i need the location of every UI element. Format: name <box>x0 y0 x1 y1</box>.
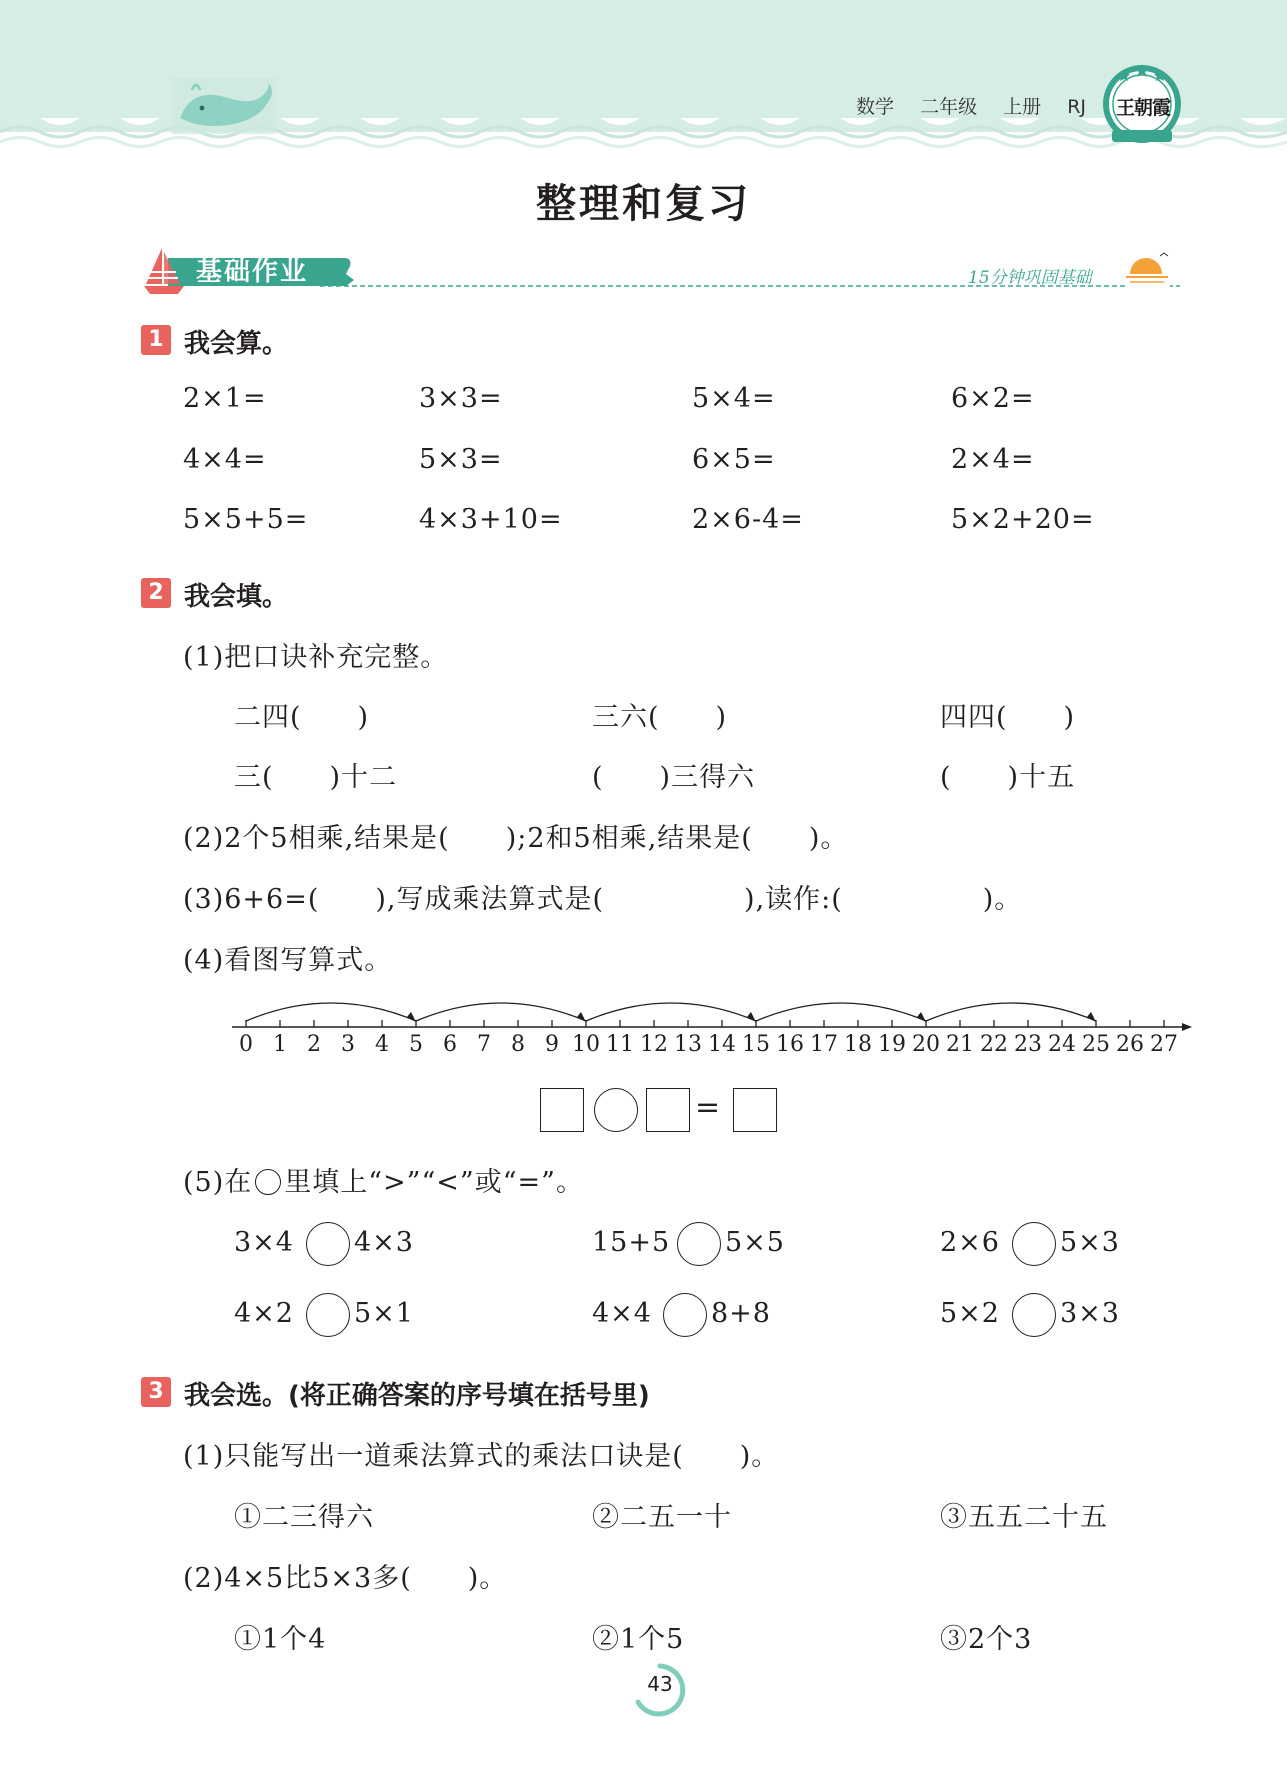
q2-p1-item: ( )十五 <box>940 762 1076 793</box>
number-line-tick-label: 16 <box>776 1032 804 1055</box>
compare-circle[interactable] <box>1012 1222 1056 1266</box>
q2-p5-label-a: (5)在 <box>183 1167 253 1198</box>
compare-right: 5×1 <box>354 1298 414 1329</box>
number-line-tick-label: 0 <box>239 1032 253 1055</box>
compare-left: 5×2 <box>940 1298 1000 1329</box>
compare-circle[interactable] <box>1012 1293 1056 1337</box>
number-line-tick-label: 26 <box>1116 1032 1144 1055</box>
number-line-tick-label: 25 <box>1082 1032 1110 1055</box>
number-line-jump-arrowhead <box>1087 1012 1096 1022</box>
number-line-tick-label: 2 <box>307 1032 321 1055</box>
number-line-tick-label: 8 <box>511 1032 525 1055</box>
number-line-arrow-icon <box>1182 1023 1192 1031</box>
number-line-jump-arc <box>926 1003 1096 1021</box>
q3-p2-option: ②1个5 <box>592 1624 685 1655</box>
q1-item: 5×3= <box>419 444 503 475</box>
number-line-tick-label: 1 <box>273 1032 287 1055</box>
number-line-tick-label: 15 <box>742 1032 770 1055</box>
number-line-tick-label: 24 <box>1048 1032 1076 1055</box>
number-line-jump-arc <box>416 1003 586 1021</box>
header-meta <box>856 92 1104 119</box>
number-line-jump-arc <box>756 1003 926 1021</box>
q3-p2-option: ①1个4 <box>234 1624 327 1655</box>
compare-right: 8+8 <box>711 1298 771 1329</box>
number-line-tick-label: 21 <box>946 1032 974 1055</box>
compare-left: 3×4 <box>234 1227 294 1258</box>
number-line-tick-label: 9 <box>545 1032 559 1055</box>
whale-icon <box>172 78 276 138</box>
compare-right: 5×5 <box>725 1227 785 1258</box>
q2-p5-label-b: 里填上“>”“<”或“=”。 <box>284 1167 584 1198</box>
q3-p1-option: ①二三得六 <box>234 1502 374 1533</box>
number-line-tick-label: 3 <box>341 1032 355 1055</box>
number-line-jump-arc <box>246 1003 416 1021</box>
circle-symbol-icon <box>255 1169 281 1195</box>
number-line-jump-arrowhead <box>407 1012 416 1022</box>
q3-number: 3 <box>141 1377 171 1407</box>
q3-p1-option: ②二五一十 <box>592 1502 732 1533</box>
q1-item: 5×4= <box>692 383 776 414</box>
q2-p1-item: ( )三得六 <box>592 762 756 793</box>
brand-logo-text: 王朝霞 <box>1115 97 1170 119</box>
number-line-tick-label: 20 <box>912 1032 940 1055</box>
number-line-tick-label: 6 <box>443 1032 457 1055</box>
number-line-tick-label: 22 <box>980 1032 1008 1055</box>
q2-p3-text: (3)6+6=( ),写成乘法算式是( ),读作:( )。 <box>183 884 1023 915</box>
answer-box[interactable] <box>733 1088 777 1132</box>
section-note: 15分钟巩固基础 <box>968 268 1092 288</box>
q1-title: 我会算。 <box>184 329 289 359</box>
number-line-jump-arrowhead <box>577 1012 586 1022</box>
q1-item: 4×4= <box>183 444 267 475</box>
compare-circle[interactable] <box>306 1222 350 1266</box>
page-number: 43 <box>647 1672 673 1696</box>
q2-title: 我会填。 <box>184 582 289 612</box>
number-line-tick-label: 27 <box>1150 1032 1178 1055</box>
number-line-tick-label: 19 <box>878 1032 906 1055</box>
number-line-tick-label: 13 <box>674 1032 702 1055</box>
q1-item: 6×5= <box>692 444 776 475</box>
q2-p1-item: 三( )十二 <box>234 762 398 793</box>
compare-left: 4×4 <box>592 1298 652 1329</box>
number-line-jump-arc <box>586 1003 756 1021</box>
number-line-tick-label: 4 <box>375 1032 389 1055</box>
section-label: 基础作业 <box>196 257 309 287</box>
q3-p1-option: ③五五二十五 <box>940 1502 1108 1533</box>
q1-item: 2×1= <box>183 383 267 414</box>
number-line-tick-label: 17 <box>810 1032 838 1055</box>
number-line-tick-label: 10 <box>572 1032 600 1055</box>
header-edition: RJ <box>1067 96 1086 118</box>
q3-p2-option: ③2个3 <box>940 1624 1033 1655</box>
compare-circle[interactable] <box>306 1293 350 1337</box>
q3-p2-label: (2)4×5比5×3多( )。 <box>183 1563 508 1594</box>
q2-p1-item: 二四( ) <box>234 702 370 733</box>
compare-left: 4×2 <box>234 1298 294 1329</box>
answer-box[interactable] <box>540 1088 584 1132</box>
compare-right: 4×3 <box>354 1227 414 1258</box>
number-line-tick-label: 5 <box>409 1032 423 1055</box>
q2-p5-label <box>183 1160 584 1199</box>
q1-item: 3×3= <box>419 383 503 414</box>
q1-item: 5×2+20= <box>951 504 1095 535</box>
q1-item: 2×4= <box>951 444 1035 475</box>
q2-number: 2 <box>141 578 171 608</box>
q3-p1-label: (1)只能写出一道乘法算式的乘法口诀是( )。 <box>183 1441 780 1472</box>
q3-title: 我会选。(将正确答案的序号填在括号里) <box>184 1381 650 1411</box>
q1-number: 1 <box>141 325 171 355</box>
q2-p1-item: 四四( ) <box>940 702 1076 733</box>
compare-left: 15+5 <box>592 1227 671 1258</box>
answer-box[interactable] <box>646 1088 690 1132</box>
page-title: 整理和复习 <box>536 181 751 227</box>
number-line-jump-arrowhead <box>917 1012 926 1022</box>
header-volume: 上册 <box>1003 96 1042 118</box>
number-line-jump-arrowhead <box>747 1012 756 1022</box>
number-line-tick-label: 7 <box>477 1032 491 1055</box>
compare-left: 2×6 <box>940 1227 1000 1258</box>
compare-right: 5×3 <box>1060 1227 1120 1258</box>
header-grade: 二年级 <box>920 96 978 118</box>
q2-p4-label: (4)看图写算式。 <box>183 945 393 976</box>
compare-circle[interactable] <box>677 1222 721 1266</box>
number-line-tick-label: 12 <box>640 1032 668 1055</box>
number-line <box>220 985 1200 1055</box>
equals-sign: = <box>695 1090 721 1125</box>
number-line-tick-label: 18 <box>844 1032 872 1055</box>
q1-item: 5×5+5= <box>183 504 309 535</box>
q2-p2-text: (2)2个5相乘,结果是( );2和5相乘,结果是( )。 <box>183 823 849 854</box>
compare-circle[interactable] <box>663 1293 707 1337</box>
q1-item: 6×2= <box>951 383 1035 414</box>
q1-item: 2×6-4= <box>692 504 804 535</box>
q2-p1-label: (1)把口诀补充完整。 <box>183 642 449 673</box>
q2-p1-item: 三六( ) <box>592 702 728 733</box>
q1-item: 4×3+10= <box>419 504 563 535</box>
number-line-tick-label: 11 <box>606 1032 634 1055</box>
header-subject: 数学 <box>856 96 895 118</box>
number-line-tick-label: 23 <box>1014 1032 1042 1055</box>
number-line-tick-label: 14 <box>708 1032 736 1055</box>
operator-circle[interactable] <box>594 1088 638 1132</box>
compare-right: 3×3 <box>1060 1298 1120 1329</box>
